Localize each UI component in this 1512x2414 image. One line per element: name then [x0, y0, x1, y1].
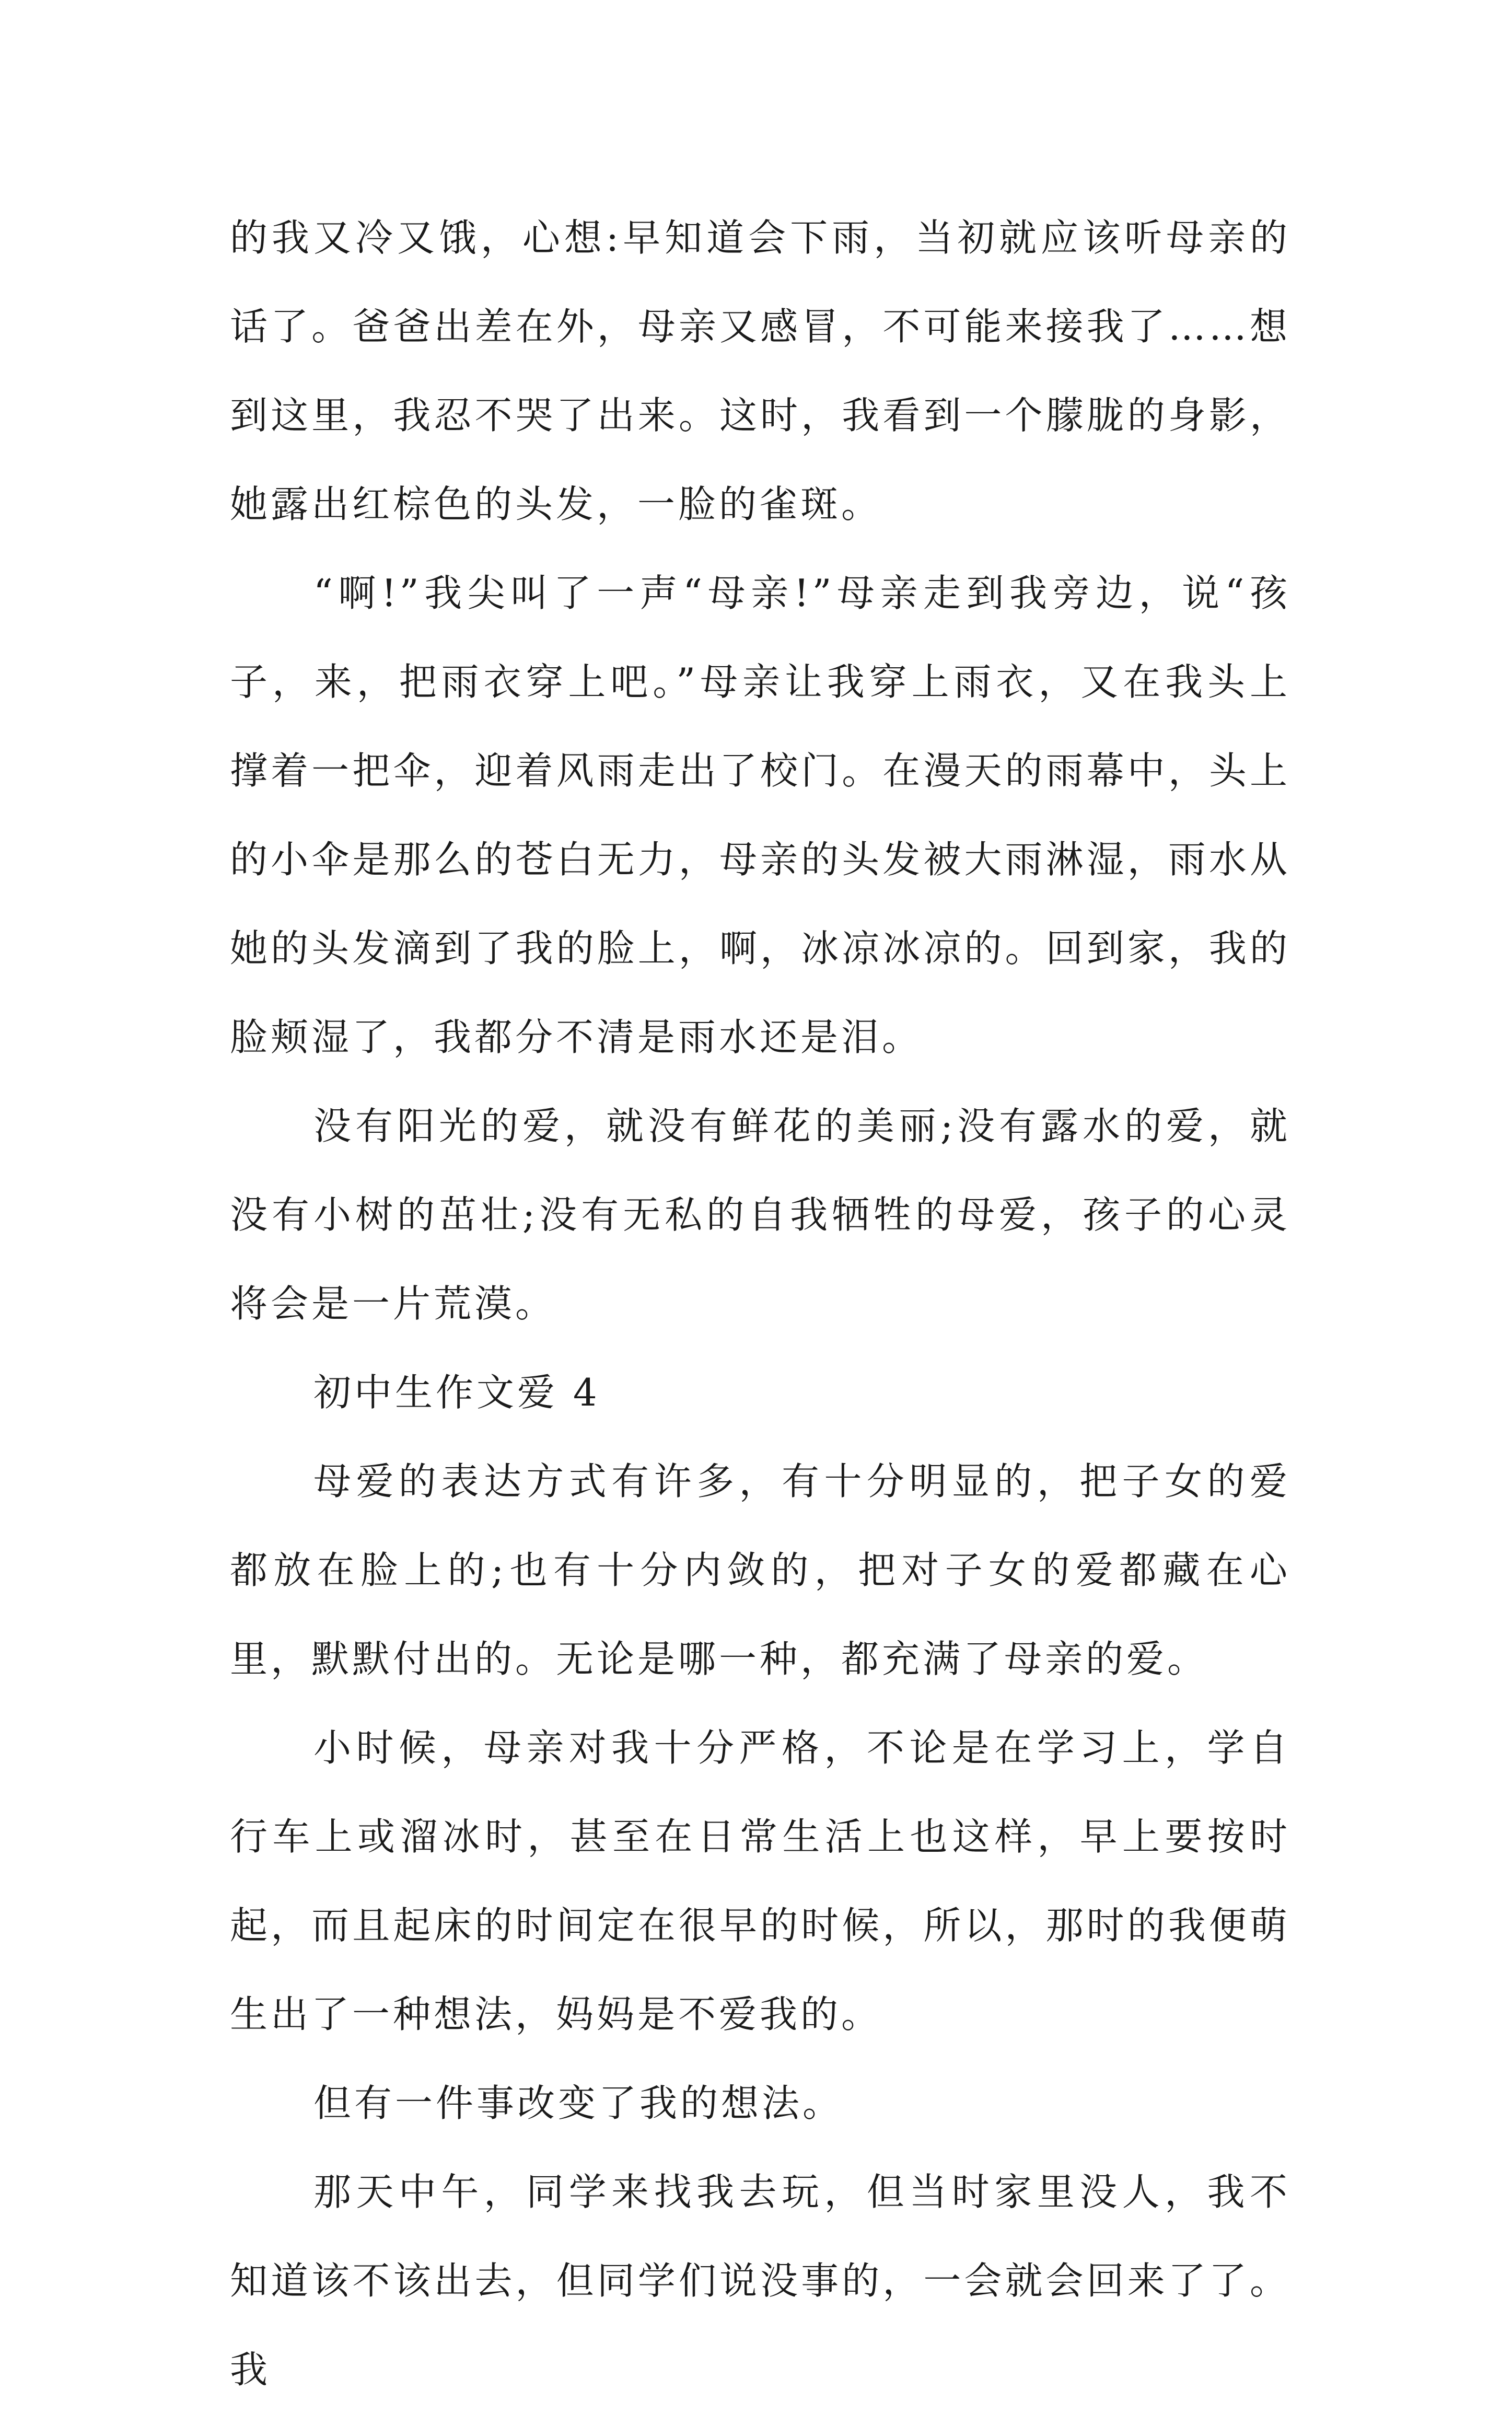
paragraph-continued: 的我又冷又饿，心想:早知道会下雨，当初就应该听母亲的话了。爸爸出差在外，母亲又感冒，不可能来接我了……想到这里，我忍不哭了出来。这时，我看到一个朦胧的身影，她露出红棕色的头发，一脸的雀斑。	[230, 216, 1290, 526]
paragraph-turning-point: 但有一件事改变了我的想法。	[313, 2081, 844, 2125]
paragraph-expression-of-love: 母爱的表达方式有许多，有十分明显的，把子女的爱都放在脸上的;也有十分内敛的，把对子女的爱都藏在心里，默默付出的。无论是哪一种，都充满了母亲的爱。	[230, 1459, 1290, 1681]
paragraph-love-reflection: 没有阳光的爱，就没有鲜花的美丽;没有露水的爱，就没有小树的茁壮;没有无私的自我牺牲的母爱，孩子的心灵将会是一片荒漠。	[230, 1104, 1290, 1326]
essay-heading: 初中生作文爱 4	[313, 1371, 600, 1414]
essay-body	[230, 193, 1290, 2414]
paragraph-strict-mother: 小时候，母亲对我十分严格，不论是在学习上，学自行车上或溜冰时，甚至在日常生活上也这样，早上要按时起，而且起床的时间定在很早的时候，所以，那时的我便萌生出了一种想法，妈妈是不爱我的。	[230, 1726, 1290, 2036]
paragraph-rain-story: “啊!”我尖叫了一声“母亲!”母亲走到我旁边，说“孩子，来，把雨衣穿上吧。”母亲让我穿上雨衣，又在我头上撑着一把伞，迎着风雨走出了校门。在漫天的雨幕中，头上的小伞是那么的苍白无力，母亲的头发被大雨淋湿，雨水从她的头发滴到了我的脸上，啊，冰凉冰凉的。回到家，我的脸颊湿了，我都分不清是雨水还是泪。	[230, 571, 1290, 1059]
paragraph-noon-story: 那天中午，同学来找我去玩，但当时家里没人，我不知道该不该出去，但同学们说没事的，一会就会回来了了。我	[230, 2170, 1290, 2392]
